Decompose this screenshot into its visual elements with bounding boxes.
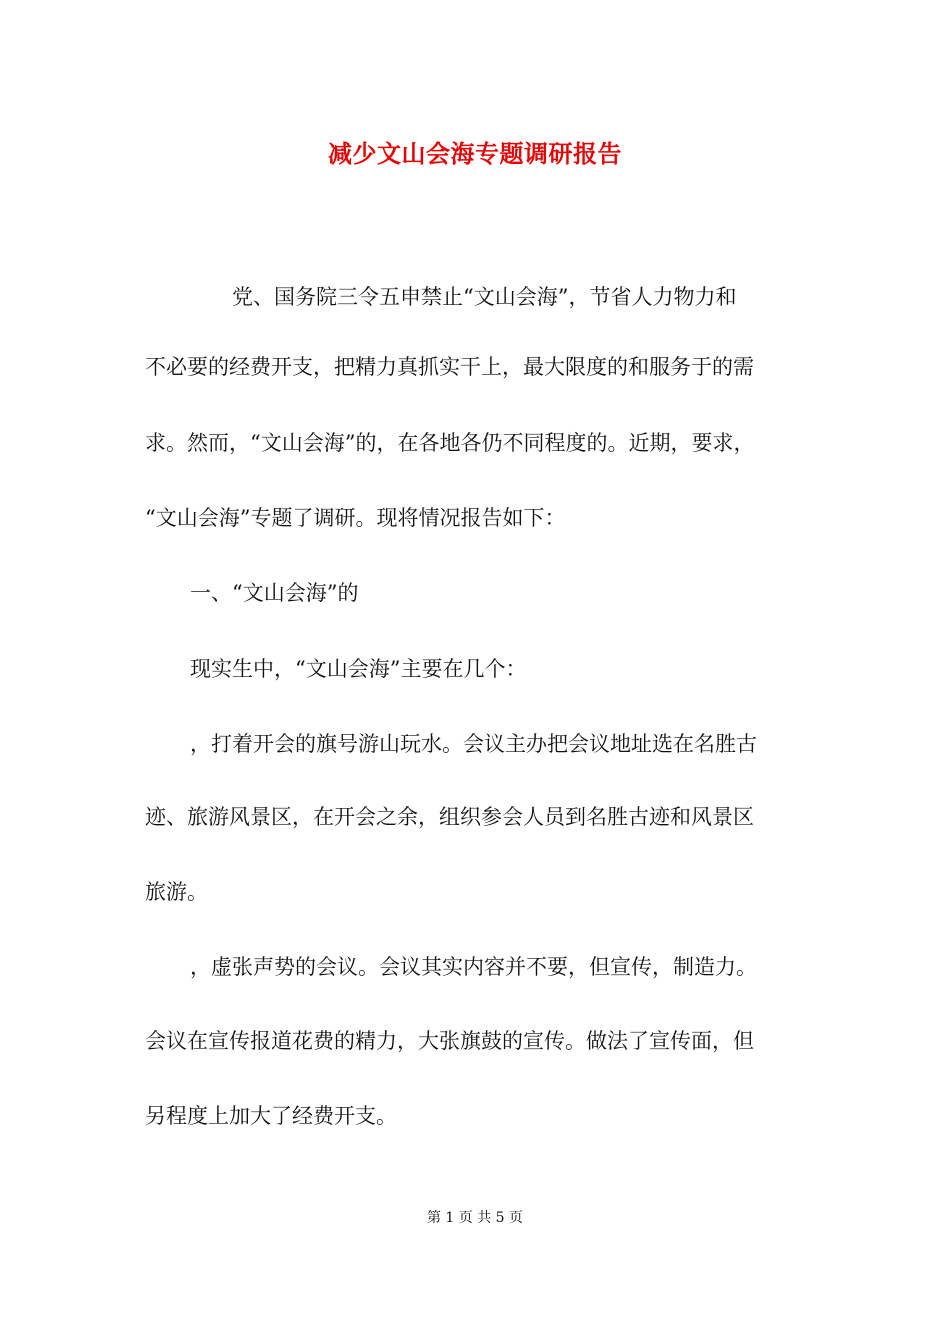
paragraph-line: 现实生中，“文山会海”主要在几个：: [190, 657, 527, 681]
page-footer: 第 1 页 共 5 页: [426, 1210, 524, 1226]
paragraph-line: 不必要的经费开支，把精力真抓实干上，最大限度的和服务于的需: [145, 355, 754, 379]
paragraph-line: “文山会海”专题了调研。现将情况报告如下：: [145, 506, 566, 530]
paragraph-line: 旅游。: [145, 880, 208, 904]
paragraph-line: 另程度上加大了经费开支。: [145, 1104, 397, 1128]
paragraph-line: 迹、旅游风景区，在开会之余，组织参会人员到名胜古迹和风景区: [145, 805, 754, 829]
paragraph-line: ，打着开会的旗号游山玩水。会议主办把会议地址选在名胜古: [190, 732, 757, 756]
paragraph-line: 党、国务院三令五申禁止“文山会海”，节省人力物力和: [232, 285, 737, 309]
document-title: 减少文山会海专题调研报告: [328, 139, 622, 168]
section-heading: 一、“文山会海”的: [190, 581, 359, 605]
paragraph-line: 会议在宣传报道花费的精力，大张旗鼓的宣传。做法了宣传面，但: [145, 1029, 754, 1053]
paragraph-line: ，虚张声势的会议。会议其实内容并不要，但宣传，制造力。: [190, 955, 757, 979]
paragraph-line: 求。然而，“文山会海”的，在各地各仍不同程度的。近期，要求，: [145, 431, 755, 455]
